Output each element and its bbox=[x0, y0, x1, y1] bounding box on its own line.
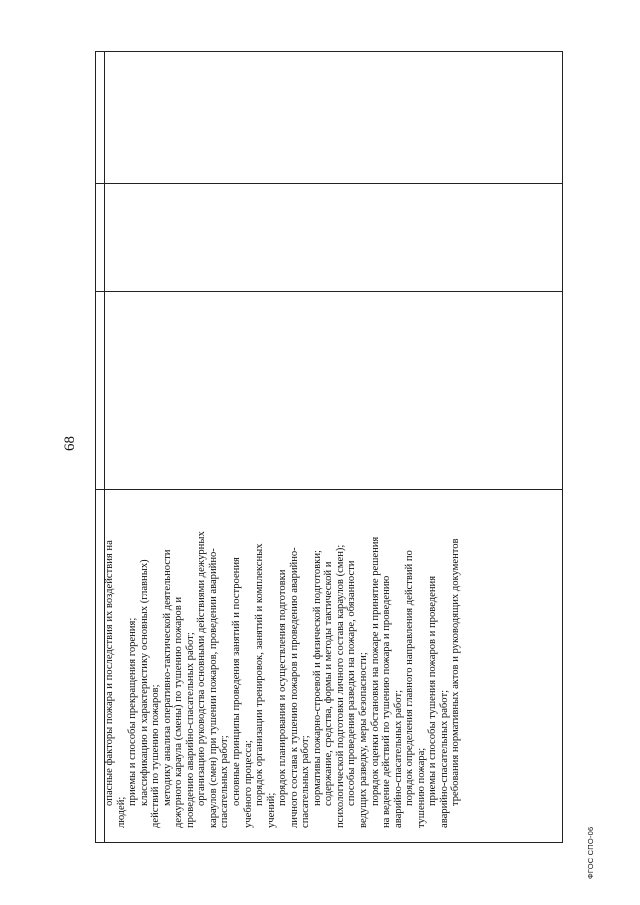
content-text-line: людей; bbox=[115, 796, 127, 828]
content-text-line: тушению пожара; bbox=[415, 747, 427, 828]
content-text-line: приемы и способы тушения пожаров и проведения bbox=[427, 575, 439, 806]
content-text-line: спасательных работ; bbox=[300, 735, 312, 828]
content-table bbox=[95, 51, 563, 843]
content-text-line: психологической подготовки личного состава караулов (смен); bbox=[334, 544, 346, 828]
table-column-divider bbox=[96, 183, 562, 184]
document-code-footer: ФГОС СПО-06 bbox=[586, 826, 595, 879]
content-text-line: основные принципы проведения занятий и построения bbox=[231, 557, 243, 806]
content-text-line: порядок определения главного направления действий по bbox=[404, 550, 416, 806]
content-text-line: на ведение действий по тушению пожара и проведению bbox=[381, 575, 393, 828]
content-text-line: дежурного караула (смены) по тушению пожаров и bbox=[173, 596, 185, 828]
content-text-line: требования нормативных актов и руководящих документов bbox=[450, 538, 462, 806]
content-text-line: порядок организации тренировок, занятий и комплексных bbox=[254, 543, 266, 806]
content-text-line: учений; bbox=[265, 792, 277, 828]
content-text-line: действий по тушению пожаров; bbox=[150, 684, 162, 828]
content-text-line: классификацию и характеристику основных (главных) bbox=[138, 559, 150, 806]
content-text-line: нормативы пожарно-строевой и физической подготовки; bbox=[311, 550, 323, 806]
content-text-line: проведению аварийно-спасательных работ; bbox=[184, 632, 196, 828]
content-text-line: ведущих разведку, меры безопасности; bbox=[358, 652, 370, 828]
content-text-line: аварийно-спасательных работ; bbox=[392, 689, 404, 828]
page-number: 68 bbox=[62, 436, 78, 451]
content-text-line: методику анализа оперативно-тактической деятельности bbox=[161, 549, 173, 806]
content-text-line: приемы и способы прекращения горения; bbox=[127, 617, 139, 806]
content-text-line: караулов (смен) при тушении пожаров, проведении аварийно- bbox=[207, 548, 219, 828]
content-text-line: спасательных работ; bbox=[219, 735, 231, 828]
content-text-line: опасные факторы пожара и последствия их воздействия на bbox=[104, 540, 115, 806]
table-cell-content bbox=[104, 496, 564, 828]
content-text-line: аварийно-спасательных работ; bbox=[438, 689, 450, 828]
content-text-line: личного состава к тушению пожаров и проведению аварийно- bbox=[288, 547, 300, 828]
content-text-line: содержание, средства, формы и методы тактической и bbox=[323, 561, 335, 806]
rotated-landscape-sheet bbox=[0, 23, 640, 883]
content-text-line: организацию руководства основными действиями дежурных bbox=[196, 531, 208, 806]
content-text-line: порядок оценки обстановки на пожаре и принятие решения bbox=[369, 536, 381, 806]
table-column-divider bbox=[96, 291, 562, 292]
content-text-line: способы проведения разведки на пожаре, обязанности bbox=[346, 560, 358, 806]
content-text-line: порядок планирования и осуществления подготовки bbox=[277, 569, 289, 806]
table-column-divider bbox=[96, 489, 562, 490]
content-text-line: учебного процесса; bbox=[242, 740, 254, 828]
